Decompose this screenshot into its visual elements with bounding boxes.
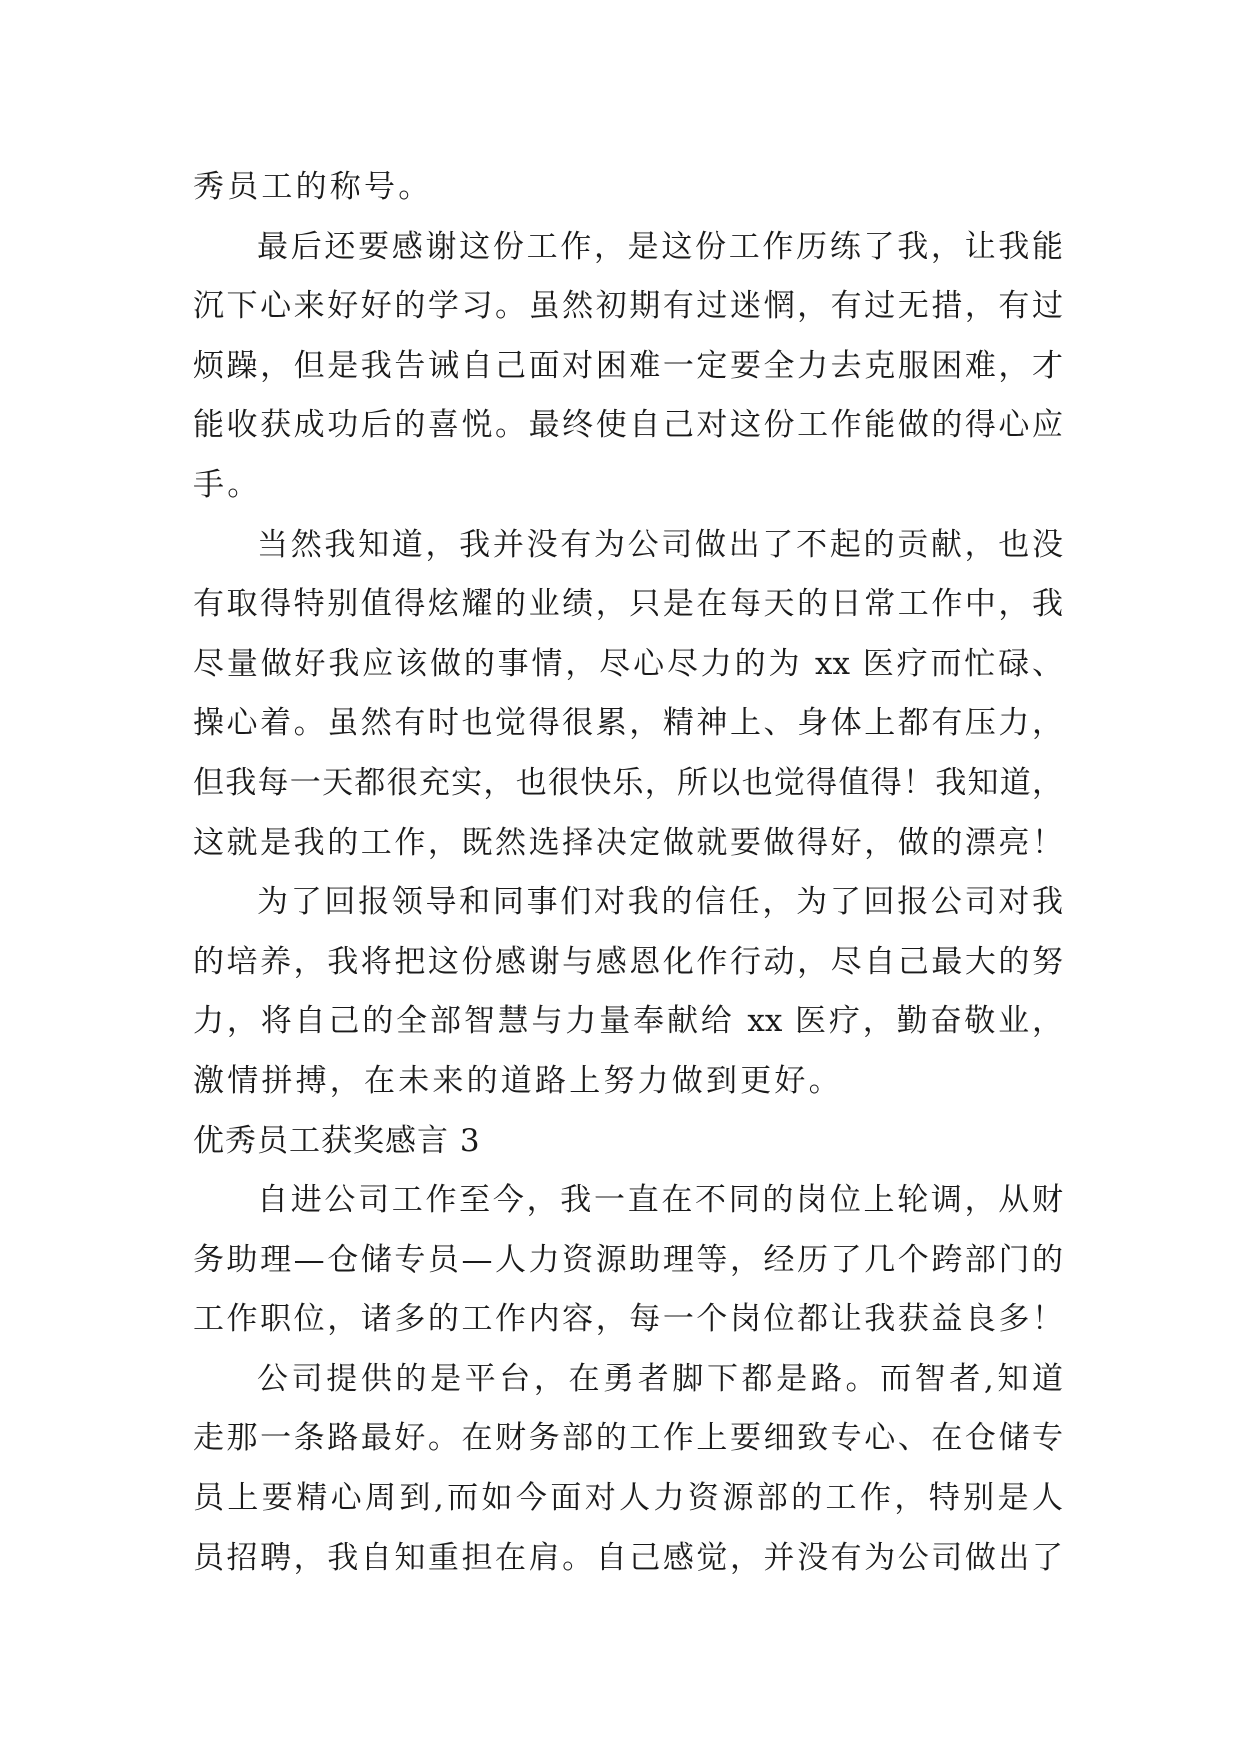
text-line: 秀员工的称号。 [193, 169, 433, 205]
text-line: 烦躁，但是我告诫自己面对困难一定要全力去克服困难，才 [193, 347, 1063, 384]
text-line: 的培养，我将把这份感谢与感恩化作行动，尽自己最大的努 [193, 943, 1063, 980]
text-line: 最后还要感谢这份工作，是这份工作历练了我，让我能 [257, 228, 1063, 265]
text-line: 工作职位，诸多的工作内容，每一个岗位都让我获益良多！ [193, 1301, 1063, 1338]
text-line: 员招聘，我自知重担在肩。自己感觉，并没有为公司做出了 [193, 1539, 1063, 1576]
document-body [193, 158, 1063, 1588]
text-line: 力，将自己的全部智慧与力量奉献给 xx 医疗，勤奋敬业， [193, 1003, 1063, 1040]
text-line: 但我每一天都很充实，也很快乐，所以也觉得值得！我知道， [193, 764, 1063, 801]
text-line: 当然我知道，我并没有为公司做出了不起的贡献，也没 [257, 526, 1063, 563]
text-line: 激情拼搏，在未来的道路上努力做到更好。 [193, 1062, 843, 1099]
text-line: 务助理—仓储专员—人力资源助理等，经历了几个跨部门的 [193, 1241, 1063, 1278]
text-line: 手。 [193, 466, 262, 503]
text-line: 员上要精心周到,而如今面对人力资源部的工作，特别是人 [193, 1480, 1063, 1517]
text-line: 能收获成功后的喜悦。最终使自己对这份工作能做的得心应 [193, 407, 1063, 444]
text-line: 这就是我的工作，既然选择决定做就要做得好，做的漂亮！ [193, 824, 1063, 861]
text-line: 走那一条路最好。在财务部的工作上要细致专心、在仓储专 [193, 1420, 1063, 1457]
text-line: 为了回报领导和同事们对我的信任，为了回报公司对我 [257, 884, 1063, 921]
text-line: 公司提供的是平台，在勇者脚下都是路。而智者,知道 [257, 1360, 1063, 1397]
text-line: 沉下心来好好的学习。虽然初期有过迷惘，有过无措，有过 [193, 288, 1063, 325]
text-line: 操心着。虽然有时也觉得很累，精神上、身体上都有压力， [193, 705, 1063, 742]
text-line: 有取得特别值得炫耀的业绩，只是在每天的日常工作中，我 [193, 586, 1063, 623]
section-heading: 优秀员工获奖感言 3 [193, 1122, 481, 1159]
text-line: 自进公司工作至今，我一直在不同的岗位上轮调，从财 [257, 1182, 1063, 1219]
text-line: 尽量做好我应该做的事情，尽心尽力的为 xx 医疗而忙碌、 [193, 645, 1063, 682]
